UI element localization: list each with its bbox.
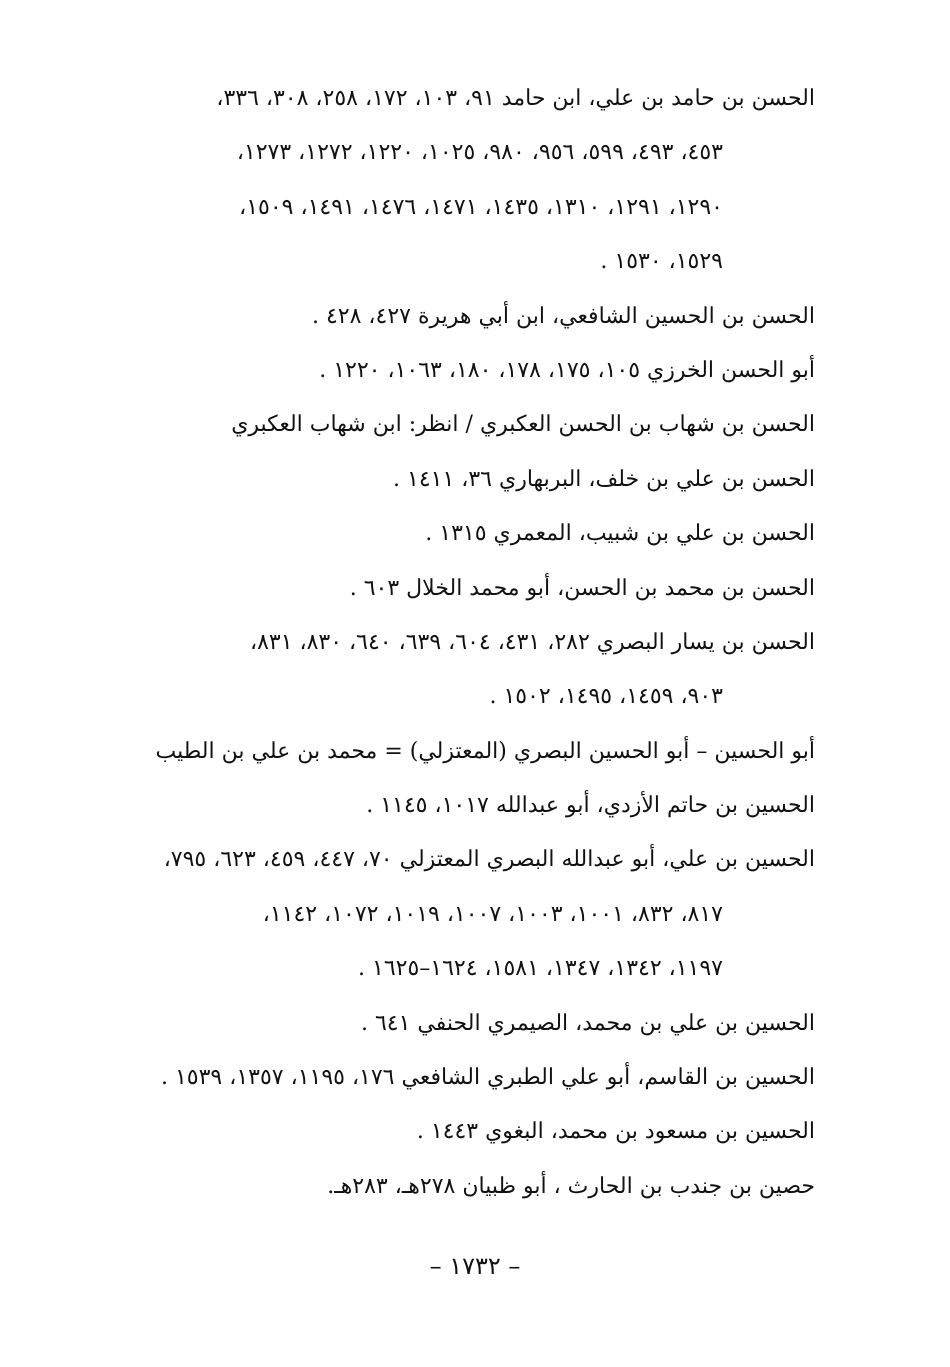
index-line-13: أبو الحسين – أبو الحسين البصري (المعتزلي) = محمد بن علي بن الطيب: [155, 738, 815, 764]
index-entries: [100, 72, 815, 1214]
index-line-7: الحسن بن شهاب بن الحسن العكبري / انظر: ابن شهاب العكبري: [231, 412, 815, 438]
index-line-20: الحسين بن مسعود بن محمد، البغوي ١٤٤٣ .: [416, 1119, 815, 1145]
index-line-3: ١٢٩٠، ١٢٩١، ١٣١٠، ١٤٣٥، ١٤٧١، ١٤٧٦، ١٤٩١، ١٥٠٩،: [239, 194, 723, 220]
index-line-5: الحسن بن الحسين الشافعي، ابن أبي هريرة ٤٢٧، ٤٢٨ .: [311, 303, 815, 329]
index-line-15: الحسين بن علي، أبو عبدالله البصري المعتزلي ٧٠، ٤٤٧، ٤٥٩، ٦٢٣، ٧٩٥،: [163, 847, 815, 873]
index-line-16: ٨١٧، ٨٣٢، ١٠٠١، ١٠٠٣، ١٠٠٧، ١٠١٩، ١٠٧٢، ١١٤٢،: [262, 901, 723, 927]
index-line-11: الحسن بن يسار البصري ٢٨٢، ٤٣١، ٦٠٤، ٦٣٩، ٦٤٠، ٨٣٠، ٨٣١،: [249, 629, 815, 655]
index-line-1: الحسن بن حامد بن علي، ابن حامد ٩١، ١٠٣، ١٧٢، ٢٥٨، ٣٠٨، ٣٣٦،: [216, 86, 815, 111]
index-line-8: الحسن بن علي بن خلف، البربهاري ٣٦، ١٤١١ .: [393, 466, 815, 492]
index-line-18: الحسين بن علي بن محمد، الصيمري الحنفي ٦٤١ .: [360, 1010, 815, 1036]
index-line-9: الحسن بن علي بن شبيب، المعمري ١٣١٥ .: [425, 521, 815, 547]
index-line-21: حصين بن جندب بن الحارث ، أبو ظبيان ٢٧٨هـ، ٢٨٣هـ.: [327, 1173, 815, 1199]
index-line-12: ٩٠٣، ١٤٥٩، ١٤٩٥، ١٥٠٢ .: [489, 684, 723, 710]
index-line-6: أبو الحسن الخرزي ١٠٥، ١٧٥، ١٧٨، ١٨٠، ١٠٦٣، ١٢٢٠ .: [319, 357, 815, 383]
index-line-19: الحسين بن القاسم، أبو علي الطبري الشافعي ١٧٦، ١١٩٥، ١٣٥٧، ١٥٣٩ .: [160, 1065, 815, 1091]
index-line-4: ١٥٢٩، ١٥٣٠ .: [600, 249, 723, 275]
page-number: – ١٧٣٢ –: [429, 1252, 521, 1280]
index-line-17: ١١٩٧، ١٣٤٢، ١٣٤٧، ١٥٨١، ١٦٢٤–١٦٢٥ .: [358, 956, 723, 982]
index-line-2: ٤٥٣، ٤٩٣، ٥٩٩، ٩٥٦، ٩٨٠، ١٠٢٥، ١٢٢٠، ١٢٧٢، ١٢٧٣،: [236, 140, 723, 166]
index-line-14: الحسين بن حاتم الأزدي، أبو عبدالله ١٠١٧، ١١٤٥ .: [366, 793, 815, 819]
index-line-10: الحسن بن محمد بن الحسن، أبو محمد الخلال ٦٠٣ .: [349, 575, 815, 601]
